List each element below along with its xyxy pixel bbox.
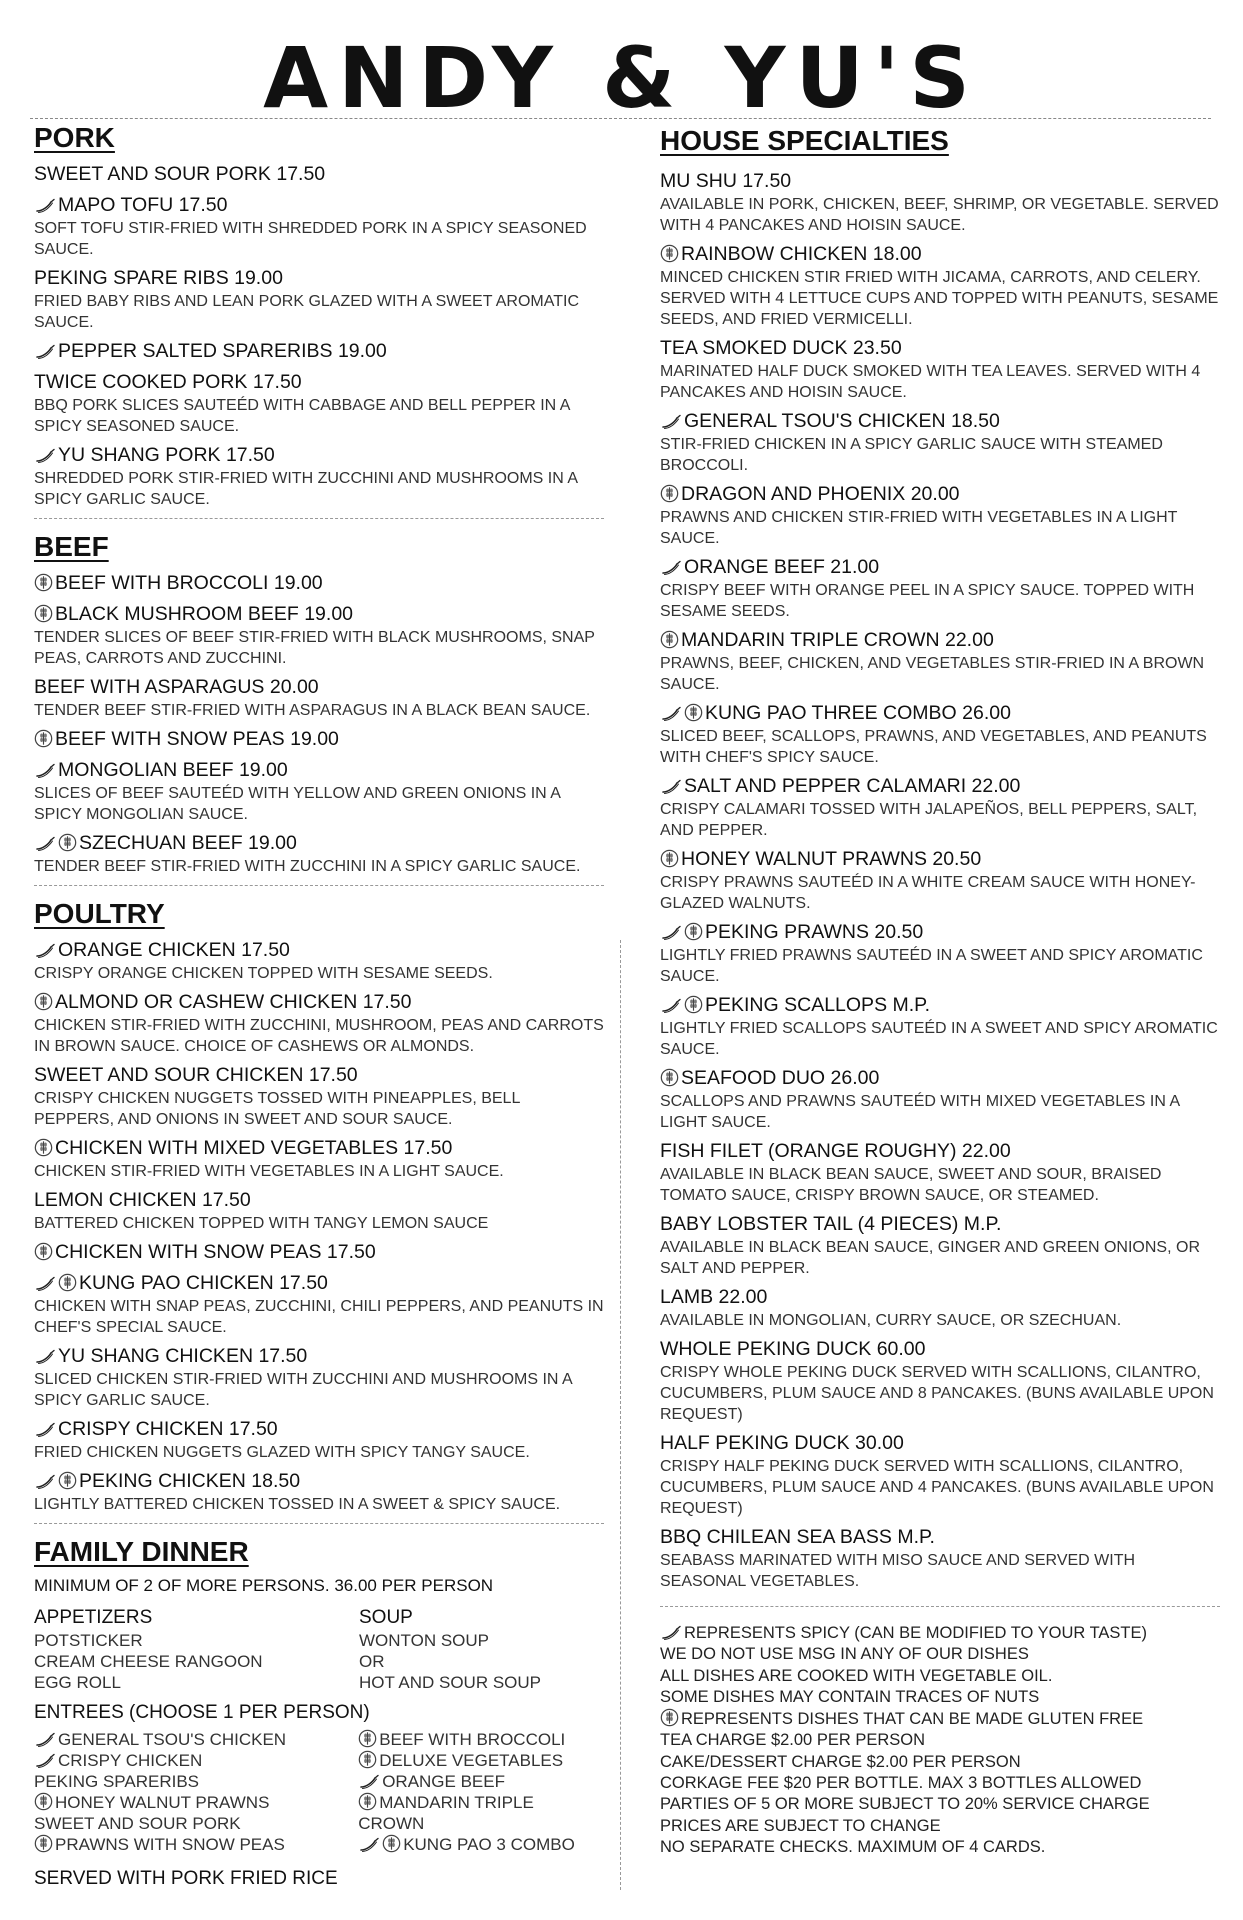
- menu-item: [660, 1139, 1220, 1206]
- item-name: [34, 1344, 604, 1369]
- item-name-text: ALMOND OR CASHEW CHICKEN 17.50: [55, 991, 412, 1013]
- note-text: REPRESENTS SPICY (CAN BE MODIFIED TO YOUR TASTE): [684, 1624, 1148, 1642]
- appetizers-block: [34, 1606, 359, 1693]
- note-text: ALL DISHES ARE COOKED WITH VEGETABLE OIL.: [660, 1666, 1053, 1685]
- divider: [30, 118, 1211, 119]
- menu-item: [34, 266, 604, 333]
- menu-item: [660, 1337, 1220, 1425]
- gluten-free-icon: [684, 995, 703, 1014]
- chili-pepper-icon: [34, 1349, 56, 1365]
- note-line: [660, 1794, 1220, 1815]
- gluten-free-icon: [660, 484, 679, 503]
- menu-item: [34, 1136, 604, 1182]
- note-text: CORKAGE FEE $20 PER BOTTLE. MAX 3 BOTTLES ALLOWED: [660, 1774, 1142, 1793]
- menu-item: [660, 1525, 1220, 1592]
- item-description: CRISPY CHICKEN NUGGETS TOSSED WITH PINEAPPLES, BELL PEPPERS, AND ONIONS IN SWEET AND SOUR SAUCE.: [34, 1090, 520, 1128]
- menu-item: [660, 774, 1220, 841]
- note-line: [660, 1752, 1220, 1773]
- divider: [34, 518, 604, 519]
- family-dinner-section: [34, 1534, 604, 1891]
- item-name-text: PEKING CHICKEN 18.50: [79, 1470, 301, 1492]
- item-name: [660, 1139, 1220, 1164]
- family-footer: SERVED WITH PORK FRIED RICE: [34, 1868, 338, 1889]
- family-courses: [34, 1606, 604, 1693]
- menu-item: [34, 1417, 604, 1463]
- entree-item: [358, 1729, 604, 1750]
- item-name: [34, 938, 604, 963]
- note-line: [660, 1837, 1220, 1858]
- menu-item: [660, 1212, 1220, 1279]
- soup-item: HOT AND SOUR SOUP: [359, 1673, 541, 1692]
- item-description: LIGHTLY BATTERED CHICKEN TOSSED IN A SWEET & SPICY SAUCE.: [34, 1496, 561, 1513]
- menu-item: [34, 443, 604, 510]
- entree-name: PEKING SPARERIBS: [34, 1772, 200, 1791]
- item-name: [34, 1063, 604, 1088]
- menu-item: [34, 162, 604, 187]
- chili-pepper-icon: [34, 198, 56, 214]
- right-column: [660, 123, 1220, 1858]
- note-text: NO SEPARATE CHECKS. MAXIMUM OF 4 CARDS.: [660, 1837, 1046, 1856]
- item-name: [34, 675, 604, 700]
- menu-item: [660, 920, 1220, 987]
- soup-item: WONTON SOUP: [359, 1631, 490, 1650]
- item-description: AVAILABLE IN BLACK BEAN SAUCE, GINGER AND GREEN ONIONS, OR SALT AND PEPPER.: [660, 1239, 1200, 1277]
- item-name: [34, 193, 604, 218]
- gluten-free-icon: [382, 1834, 401, 1853]
- item-name: [34, 1188, 604, 1213]
- gluten-free-icon: [34, 1792, 53, 1811]
- item-description: FRIED BABY RIBS AND LEAN PORK GLAZED WITH A SWEET AROMATIC SAUCE.: [34, 293, 580, 331]
- divider: [620, 940, 621, 1890]
- item-description: SEABASS MARINATED WITH MISO SAUCE AND SERVED WITH SEASONAL VEGETABLES.: [660, 1552, 1136, 1590]
- family-subtitle: MINIMUM OF 2 OF MORE PERSONS. 36.00 PER PERSON: [34, 1576, 494, 1595]
- item-description: SLICED BEEF, SCALLOPS, PRAWNS, AND VEGETABLES, AND PEANUTS WITH CHEF'S SPICY SAUCE.: [660, 728, 1207, 766]
- item-name: [660, 701, 1220, 726]
- item-name: [660, 993, 1220, 1018]
- gluten-free-icon: [660, 244, 679, 263]
- chili-pepper-icon: [660, 998, 682, 1014]
- item-description: TENDER SLICES OF BEEF STIR-FRIED WITH BLACK MUSHROOMS, SNAP PEAS, CARROTS AND ZUCCHINI.: [34, 629, 595, 667]
- note-text: PARTIES OF 5 OR MORE SUBJECT TO 20% SERVICE CHARGE: [660, 1795, 1150, 1814]
- item-description: AVAILABLE IN MONGOLIAN, CURRY SAUCE, OR SZECHUAN.: [660, 1312, 1122, 1329]
- note-text: CAKE/DESSERT CHARGE $2.00 PER PERSON: [660, 1752, 1021, 1771]
- gluten-free-icon: [660, 1068, 679, 1087]
- item-description: CRISPY HALF PEKING DUCK SERVED WITH SCALLIONS, CILANTRO, CUCUMBERS, PLUM SAUCE AND 4 PANCAKES. (BUNS AVAILABLE UPON REQUEST): [660, 1458, 1214, 1517]
- item-name: [660, 409, 1220, 434]
- item-name: [34, 1136, 604, 1161]
- item-name: [660, 1431, 1220, 1456]
- item-name-text: PEKING SCALLOPS M.P.: [705, 994, 931, 1016]
- note-line: [660, 1644, 1220, 1665]
- pork-section: [34, 120, 604, 510]
- entree-name: CRISPY CHICKEN: [58, 1751, 203, 1770]
- soup-heading: SOUP: [359, 1607, 413, 1628]
- menu-item: [34, 1063, 604, 1130]
- item-name: [660, 482, 1220, 507]
- menu-item: [660, 336, 1220, 403]
- item-name: [34, 266, 604, 291]
- menu-item: [34, 831, 604, 877]
- gluten-free-icon: [34, 1834, 53, 1853]
- menu-list: [34, 162, 604, 510]
- gluten-free-icon: [34, 992, 53, 1011]
- chili-pepper-icon: [660, 560, 682, 576]
- item-name-text: BEEF WITH BROCCOLI 19.00: [55, 572, 323, 594]
- section-heading: HOUSE SPECIALTIES: [660, 125, 949, 156]
- entree-name: KUNG PAO 3 COMBO: [403, 1835, 575, 1854]
- menu-item: [34, 571, 604, 596]
- house-specialties-section: [660, 123, 1220, 1592]
- gluten-free-icon: [58, 1471, 77, 1490]
- gluten-free-icon: [34, 1242, 53, 1261]
- entrees-heading: ENTREES (CHOOSE 1 PER PERSON): [34, 1702, 370, 1723]
- poultry-section: [34, 896, 604, 1515]
- item-name-text: HONEY WALNUT PRAWNS 20.50: [681, 848, 982, 870]
- item-name-text: LAMB 22.00: [660, 1286, 768, 1308]
- gluten-free-icon: [58, 1273, 77, 1292]
- item-name: [660, 847, 1220, 872]
- item-name-text: SZECHUAN BEEF 19.00: [79, 832, 297, 854]
- item-name: [34, 1271, 604, 1296]
- menu-list: [34, 938, 604, 1515]
- chili-pepper-icon: [660, 1625, 682, 1641]
- item-name-text: SWEET AND SOUR PORK 17.50: [34, 163, 326, 185]
- item-name: [660, 169, 1220, 194]
- item-description: SCALLOPS AND PRAWNS SAUTEÉD WITH MIXED VEGETABLES IN A LIGHT SAUCE.: [660, 1093, 1180, 1131]
- chili-pepper-icon: [34, 836, 56, 852]
- gluten-free-icon: [58, 833, 77, 852]
- item-name: [660, 242, 1220, 267]
- item-name-text: YU SHANG CHICKEN 17.50: [58, 1345, 308, 1367]
- menu-list: [660, 169, 1220, 1592]
- gluten-free-icon: [684, 703, 703, 722]
- entree-name: HONEY WALNUT PRAWNS: [55, 1793, 270, 1812]
- item-name-text: CRISPY CHICKEN 17.50: [58, 1418, 278, 1440]
- item-name-text: KUNG PAO CHICKEN 17.50: [79, 1272, 328, 1294]
- entree-item: [358, 1750, 604, 1771]
- item-name: [660, 1066, 1220, 1091]
- menu-item: [660, 1066, 1220, 1133]
- item-name-text: BBQ CHILEAN SEA BASS M.P.: [660, 1526, 935, 1548]
- divider: [34, 885, 604, 886]
- entree-item: [34, 1771, 358, 1792]
- entree-item: [34, 1834, 358, 1855]
- item-description: BBQ PORK SLICES SAUTEÉD WITH CABBAGE AND BELL PEPPER IN A SPICY SEASONED SAUCE.: [34, 397, 570, 435]
- gluten-free-icon: [358, 1792, 377, 1811]
- gluten-free-icon: [358, 1729, 377, 1748]
- item-description: CRISPY BEEF WITH ORANGE PEEL IN A SPICY SAUCE. TOPPED WITH SESAME SEEDS.: [660, 582, 1195, 620]
- item-name: [34, 162, 604, 187]
- item-name-text: BEEF WITH SNOW PEAS 19.00: [55, 728, 339, 750]
- item-name: [34, 1417, 604, 1442]
- item-name: [34, 339, 604, 364]
- item-name: [34, 571, 604, 596]
- item-name: [660, 920, 1220, 945]
- menu-item: [34, 1188, 604, 1234]
- note-line: [660, 1773, 1220, 1794]
- item-description: CHICKEN STIR-FRIED WITH VEGETABLES IN A LIGHT SAUCE.: [34, 1163, 504, 1180]
- chili-pepper-icon: [34, 1276, 56, 1292]
- item-name: [34, 727, 604, 752]
- chili-pepper-icon: [660, 925, 682, 941]
- gluten-free-icon: [34, 1138, 53, 1157]
- menu-item: [34, 1469, 604, 1515]
- item-name: [34, 990, 604, 1015]
- menu-item: [34, 758, 604, 825]
- menu-item: [34, 1240, 604, 1265]
- entree-item: [358, 1771, 604, 1792]
- item-name: [34, 602, 604, 627]
- menu-item: [34, 339, 604, 364]
- item-description: AVAILABLE IN BLACK BEAN SAUCE, SWEET AND SOUR, BRAISED TOMATO SAUCE, CRISPY BROWN SAUCE, OR STEAMED.: [660, 1166, 1162, 1204]
- chili-pepper-icon: [34, 763, 56, 779]
- note-text: WE DO NOT USE MSG IN ANY OF OUR DISHES: [660, 1645, 1029, 1664]
- item-description: AVAILABLE IN PORK, CHICKEN, BEEF, SHRIMP, OR VEGETABLE. SERVED WITH 4 PANCAKES AND HOISIN SAUCE.: [660, 196, 1219, 234]
- item-name-text: PEKING SPARE RIBS 19.00: [34, 267, 283, 289]
- gluten-free-icon: [660, 1708, 679, 1727]
- gluten-free-icon: [358, 1750, 377, 1769]
- item-name-text: SALT AND PEPPER CALAMARI 22.00: [684, 775, 1021, 797]
- item-name-text: FISH FILET (ORANGE ROUGHY) 22.00: [660, 1140, 1011, 1162]
- item-description: SOFT TOFU STIR-FRIED WITH SHREDDED PORK IN A SPICY SEASONED SAUCE.: [34, 220, 587, 258]
- item-description: CHICKEN WITH SNAP PEAS, ZUCCHINI, CHILI PEPPERS, AND PEANUTS IN CHEF'S SPECIAL SAUCE.: [34, 1298, 604, 1336]
- menu-list: [34, 571, 604, 877]
- beef-section: [34, 529, 604, 877]
- item-description: PRAWNS AND CHICKEN STIR-FRIED WITH VEGETABLES IN A LIGHT SAUCE.: [660, 509, 1178, 547]
- menu-item: [34, 193, 604, 260]
- divider: [34, 1523, 604, 1524]
- chili-pepper-icon: [358, 1837, 380, 1853]
- chili-pepper-icon: [660, 779, 682, 795]
- item-name-text: MONGOLIAN BEEF 19.00: [58, 759, 288, 781]
- item-name: [660, 774, 1220, 799]
- item-description: CHICKEN STIR-FRIED WITH ZUCCHINI, MUSHROOM, PEAS AND CARROTS IN BROWN SAUCE. CHOICE OF CASHEWS OR ALMONDS.: [34, 1017, 604, 1055]
- entree-item: [34, 1750, 358, 1771]
- item-description: TENDER BEEF STIR-FRIED WITH ASPARAGUS IN A BLACK BEAN SAUCE.: [34, 702, 591, 719]
- item-name: [660, 1525, 1220, 1550]
- soup-item: OR: [359, 1652, 385, 1671]
- menu-item: [660, 169, 1220, 236]
- item-description: MARINATED HALF DUCK SMOKED WITH TEA LEAVES. SERVED WITH 4 PANCAKES AND HOISIN SAUCE.: [660, 363, 1201, 401]
- item-name: [34, 370, 604, 395]
- entree-item: [358, 1834, 604, 1855]
- menu-item: [660, 482, 1220, 549]
- item-description: CRISPY CALAMARI TOSSED WITH JALAPEÑOS, BELL PEPPERS, SALT, AND PEPPER.: [660, 801, 1198, 839]
- item-name: [660, 336, 1220, 361]
- chili-pepper-icon: [660, 414, 682, 430]
- entree-name: DELUXE VEGETABLES: [379, 1751, 564, 1770]
- menu-item: [660, 993, 1220, 1060]
- item-description: SHREDDED PORK STIR-FRIED WITH ZUCCHINI AND MUSHROOMS IN A SPICY GARLIC SAUCE.: [34, 470, 578, 508]
- item-name-text: CHICKEN WITH MIXED VEGETABLES 17.50: [55, 1137, 453, 1159]
- entree-item: [34, 1813, 358, 1834]
- item-name: [34, 758, 604, 783]
- section-heading: POULTRY: [34, 898, 165, 929]
- item-name-text: TEA SMOKED DUCK 23.50: [660, 337, 902, 359]
- item-name-text: BEEF WITH ASPARAGUS 20.00: [34, 676, 319, 698]
- chili-pepper-icon: [34, 943, 56, 959]
- chili-pepper-icon: [34, 1474, 56, 1490]
- entree-name: ORANGE BEEF: [382, 1772, 505, 1791]
- menu-item: [34, 370, 604, 437]
- entree-name: PRAWNS WITH SNOW PEAS: [55, 1835, 285, 1854]
- section-heading: PORK: [34, 122, 115, 153]
- appetizer-item: EGG ROLL: [34, 1673, 121, 1692]
- item-name-text: MANDARIN TRIPLE CROWN 22.00: [681, 629, 994, 651]
- entree-item: [358, 1792, 604, 1834]
- menu-item: [660, 701, 1220, 768]
- note-text: PRICES ARE SUBJECT TO CHANGE: [660, 1816, 941, 1835]
- gluten-free-icon: [684, 922, 703, 941]
- chili-pepper-icon: [358, 1774, 380, 1790]
- soup-block: [359, 1606, 541, 1693]
- item-name-text: ORANGE BEEF 21.00: [684, 556, 880, 578]
- menu-item: [660, 409, 1220, 476]
- item-name-text: YU SHANG PORK 17.50: [58, 444, 275, 466]
- item-name-text: BLACK MUSHROOM BEEF 19.00: [55, 603, 354, 625]
- item-name: [660, 1285, 1220, 1310]
- menu-item: [660, 1431, 1220, 1519]
- entree-item: [34, 1729, 358, 1750]
- item-name-text: ORANGE CHICKEN 17.50: [58, 939, 290, 961]
- item-name: [34, 443, 604, 468]
- item-name-text: PEPPER SALTED SPARERIBS 19.00: [58, 340, 387, 362]
- item-name-text: DRAGON AND PHOENIX 20.00: [681, 483, 960, 505]
- item-description: LIGHTLY FRIED SCALLOPS SAUTEÉD IN A SWEET AND SPICY AROMATIC SAUCE.: [660, 1020, 1218, 1058]
- gluten-free-icon: [34, 604, 53, 623]
- note-line: [660, 1708, 1220, 1730]
- item-name: [660, 1337, 1220, 1362]
- chili-pepper-icon: [660, 706, 682, 722]
- item-name-text: KUNG PAO THREE COMBO 26.00: [705, 702, 1011, 724]
- menu-item: [660, 555, 1220, 622]
- menu-item: [34, 938, 604, 984]
- item-description: PRAWNS, BEEF, CHICKEN, AND VEGETABLES STIR-FRIED IN A BROWN SAUCE.: [660, 655, 1205, 693]
- entree-name: BEEF WITH BROCCOLI: [379, 1730, 566, 1749]
- section-heading: BEEF: [34, 531, 109, 562]
- entree-item: [34, 1792, 358, 1813]
- divider: [660, 1606, 1220, 1607]
- item-name-text: SWEET AND SOUR CHICKEN 17.50: [34, 1064, 358, 1086]
- item-name: [660, 1212, 1220, 1237]
- appetizers-heading: APPETIZERS: [34, 1607, 153, 1628]
- item-description: CRISPY PRAWNS SAUTEÉD IN A WHITE CREAM SAUCE WITH HONEY-GLAZED WALNUTS.: [660, 874, 1196, 912]
- gluten-free-icon: [660, 630, 679, 649]
- item-name: [34, 831, 604, 856]
- item-description: BATTERED CHICKEN TOPPED WITH TANGY LEMON SAUCE: [34, 1215, 489, 1232]
- item-name-text: TWICE COOKED PORK 17.50: [34, 371, 302, 393]
- item-name: [34, 1469, 604, 1494]
- item-description: STIR-FRIED CHICKEN IN A SPICY GARLIC SAUCE WITH STEAMED BROCCOLI.: [660, 436, 1163, 474]
- gluten-free-icon: [34, 729, 53, 748]
- item-description: SLICES OF BEEF SAUTEÉD WITH YELLOW AND GREEN ONIONS IN A SPICY MONGOLIAN SAUCE.: [34, 785, 561, 823]
- item-name-text: MAPO TOFU 17.50: [58, 194, 228, 216]
- entrees-left: [34, 1729, 358, 1855]
- chili-pepper-icon: [34, 344, 56, 360]
- note-line: [660, 1816, 1220, 1837]
- menu-item: [660, 1285, 1220, 1331]
- gluten-free-icon: [34, 573, 53, 592]
- note-text: TEA CHARGE $2.00 PER PERSON: [660, 1731, 926, 1750]
- chili-pepper-icon: [34, 448, 56, 464]
- appetizer-item: CREAM CHEESE RANGOON: [34, 1652, 263, 1671]
- note-line: [660, 1730, 1220, 1751]
- note-line: [660, 1666, 1220, 1687]
- entrees-right: [358, 1729, 604, 1855]
- left-column: [34, 120, 604, 1891]
- item-name-text: HALF PEKING DUCK 30.00: [660, 1432, 904, 1454]
- item-name-text: CHICKEN WITH SNOW PEAS 17.50: [55, 1241, 376, 1263]
- entree-name: MANDARIN TRIPLE CROWN: [358, 1793, 534, 1833]
- chili-pepper-icon: [34, 1732, 56, 1748]
- menu-item: [660, 628, 1220, 695]
- item-name-text: RAINBOW CHICKEN 18.00: [681, 243, 922, 265]
- item-name-text: MU SHU 17.50: [660, 170, 792, 192]
- menu-item: [34, 1271, 604, 1338]
- menu-item: [660, 242, 1220, 330]
- menu-item: [34, 727, 604, 752]
- item-name-text: PEKING PRAWNS 20.50: [705, 921, 924, 943]
- item-name: [660, 628, 1220, 653]
- entree-name: SWEET AND SOUR PORK: [34, 1814, 241, 1833]
- restaurant-title: ANDY & YU'S: [263, 29, 980, 127]
- menu-item: [34, 990, 604, 1057]
- item-description: LIGHTLY FRIED PRAWNS SAUTEÉD IN A SWEET AND SPICY AROMATIC SAUCE.: [660, 947, 1203, 985]
- section-heading: FAMILY DINNER: [34, 1536, 249, 1567]
- menu-item: [34, 675, 604, 721]
- item-description: TENDER BEEF STIR-FRIED WITH ZUCCHINI IN A SPICY GARLIC SAUCE.: [34, 858, 581, 875]
- chili-pepper-icon: [34, 1422, 56, 1438]
- appetizer-item: POTSTICKER: [34, 1631, 143, 1650]
- menu-item: [34, 1344, 604, 1411]
- note-text: SOME DISHES MAY CONTAIN TRACES OF NUTS: [660, 1687, 1040, 1706]
- item-name-text: GENERAL TSOU'S CHICKEN 18.50: [684, 410, 1000, 432]
- note-line: [660, 1687, 1220, 1708]
- menu-item: [660, 847, 1220, 914]
- entrees-block: [34, 1729, 604, 1855]
- item-description: SLICED CHICKEN STIR-FRIED WITH ZUCCHINI AND MUSHROOMS IN A SPICY GARLIC SAUCE.: [34, 1371, 572, 1409]
- menu-item: [34, 602, 604, 669]
- item-name-text: SEAFOOD DUO 26.00: [681, 1067, 880, 1089]
- item-name: [660, 555, 1220, 580]
- item-name: [34, 1240, 604, 1265]
- chili-pepper-icon: [34, 1753, 56, 1769]
- notes-section: [660, 1623, 1220, 1858]
- gluten-free-icon: [660, 849, 679, 868]
- note-text: REPRESENTS DISHES THAT CAN BE MADE GLUTEN FREE: [681, 1710, 1144, 1729]
- note-line: [660, 1623, 1220, 1644]
- entree-name: GENERAL TSOU'S CHICKEN: [58, 1730, 287, 1749]
- item-name-text: WHOLE PEKING DUCK 60.00: [660, 1338, 926, 1360]
- item-description: FRIED CHICKEN NUGGETS GLAZED WITH SPICY TANGY SAUCE.: [34, 1444, 530, 1461]
- item-description: MINCED CHICKEN STIR FRIED WITH JICAMA, CARROTS, AND CELERY. SERVED WITH 4 LETTUCE CUPS AND TOPPED WITH PEANUTS, SESAME SEEDS, AND FRIED VERMICELLI.: [660, 269, 1219, 328]
- item-description: CRISPY WHOLE PEKING DUCK SERVED WITH SCALLIONS, CILANTRO, CUCUMBERS, PLUM SAUCE AND 8 PANCAKES. (BUNS AVAILABLE UPON REQUEST): [660, 1364, 1214, 1423]
- item-description: CRISPY ORANGE CHICKEN TOPPED WITH SESAME SEEDS.: [34, 965, 493, 982]
- item-name-text: LEMON CHICKEN 17.50: [34, 1189, 251, 1211]
- item-name-text: BABY LOBSTER TAIL (4 PIECES) M.P.: [660, 1213, 1002, 1235]
